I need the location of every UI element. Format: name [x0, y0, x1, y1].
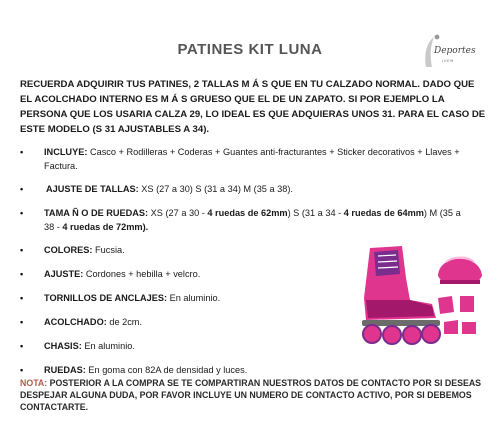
logo-figure-icon — [425, 37, 434, 67]
deportes-logo — [416, 31, 476, 71]
feature-label: TORNILLOS DE ANCLAJES: — [44, 293, 168, 303]
feature-label: TAMA Ñ O DE RUEDAS: — [44, 208, 149, 218]
skate-icon — [362, 246, 440, 344]
bullet: • — [20, 365, 24, 375]
feature-text: Fucsia. — [92, 245, 125, 255]
feature-text-2: 4 ruedas de 62mm — [207, 208, 288, 218]
feature-text: En aluminio. — [81, 341, 135, 351]
feature-label: AJUSTE DE TALLAS: — [46, 184, 139, 194]
feature-text-6: 4 ruedas de 72mm). — [62, 221, 149, 232]
feature-label: INCLUYE: — [44, 147, 88, 157]
note-text: POSTERIOR A LA COMPRA SE TE COMPARTIRAN NUESTROS DATOS DE CONTACTO POR SI DESEAS DESPEJAR ALGUNA DUDA, POR FAVOR INCLUYE UN NUMERO DE CONTACTO ACTIVO, POR SI DEBEMOS CONTACTARTE. — [20, 378, 482, 412]
bullet: • — [20, 245, 24, 255]
intro-paragraph: RECUERDA ADQUIRIR TUS PATINES, 2 TALLAS M Á S QUE EN TU CALZADO NORMAL. DADO QUE EL ACOLCHADO INTERNO ES M Á S GRUESO QUE EL DE UN ZAPATO. SI POR EJEMPLO LA PERSONA QUE LOS USARIA CALZA 29, LO IDEAL ES QUE ADQUIERAS UNOS 31. PARA EL CASO DE ESTE MODELO (S 31 AJUSTABLES A 34). — [20, 79, 486, 135]
feature-text-5: ) M (35 a 38 - — [44, 208, 461, 232]
bullet: • — [20, 341, 24, 351]
feature-text-4: 4 ruedas de 64mm — [343, 208, 424, 218]
feature-label: CHASIS: — [44, 341, 82, 351]
feature-text: XS (27 a 30) S (31 a 34) M (35 a 38). — [138, 184, 293, 194]
bullet: • — [20, 147, 24, 157]
feature-text: En goma con 82A de densidad y luces. — [85, 365, 248, 375]
page-title: PATINES KIT LUNA — [177, 41, 323, 58]
feature-text: Casco + Rodilleras + Coderas + Guantes anti-fracturantes + Sticker decorativos + Llaves + Factura. — [44, 147, 460, 171]
pads-icon — [438, 296, 476, 334]
note-paragraph — [20, 377, 486, 413]
feature-label: ACOLCHADO: — [44, 317, 107, 327]
bullet: • — [20, 293, 24, 303]
feature-text: Cordones + hebilla + velcro. — [83, 269, 201, 279]
product-image — [340, 238, 485, 358]
feature-label: AJUSTE: — [44, 269, 84, 279]
logo-text: Deportes — [434, 46, 476, 56]
feature-text-1: XS (27 a 30 - — [148, 208, 208, 218]
feature-label: RUEDAS: — [44, 365, 86, 375]
helmet-icon — [438, 258, 482, 285]
feature-text: de 2cm. — [106, 317, 143, 327]
feature-label: COLORES: — [44, 245, 93, 255]
bullet: • — [20, 317, 24, 327]
bullet: • — [20, 184, 24, 194]
feature-text: En aluminio. — [167, 293, 221, 303]
bullet: • — [20, 208, 24, 218]
feature-text-3: ) S (31 a 34 - — [287, 208, 344, 218]
logo-subtext: JUEM — [442, 58, 454, 63]
bullet: • — [20, 269, 24, 279]
note-label: NOTA: — [20, 378, 48, 388]
